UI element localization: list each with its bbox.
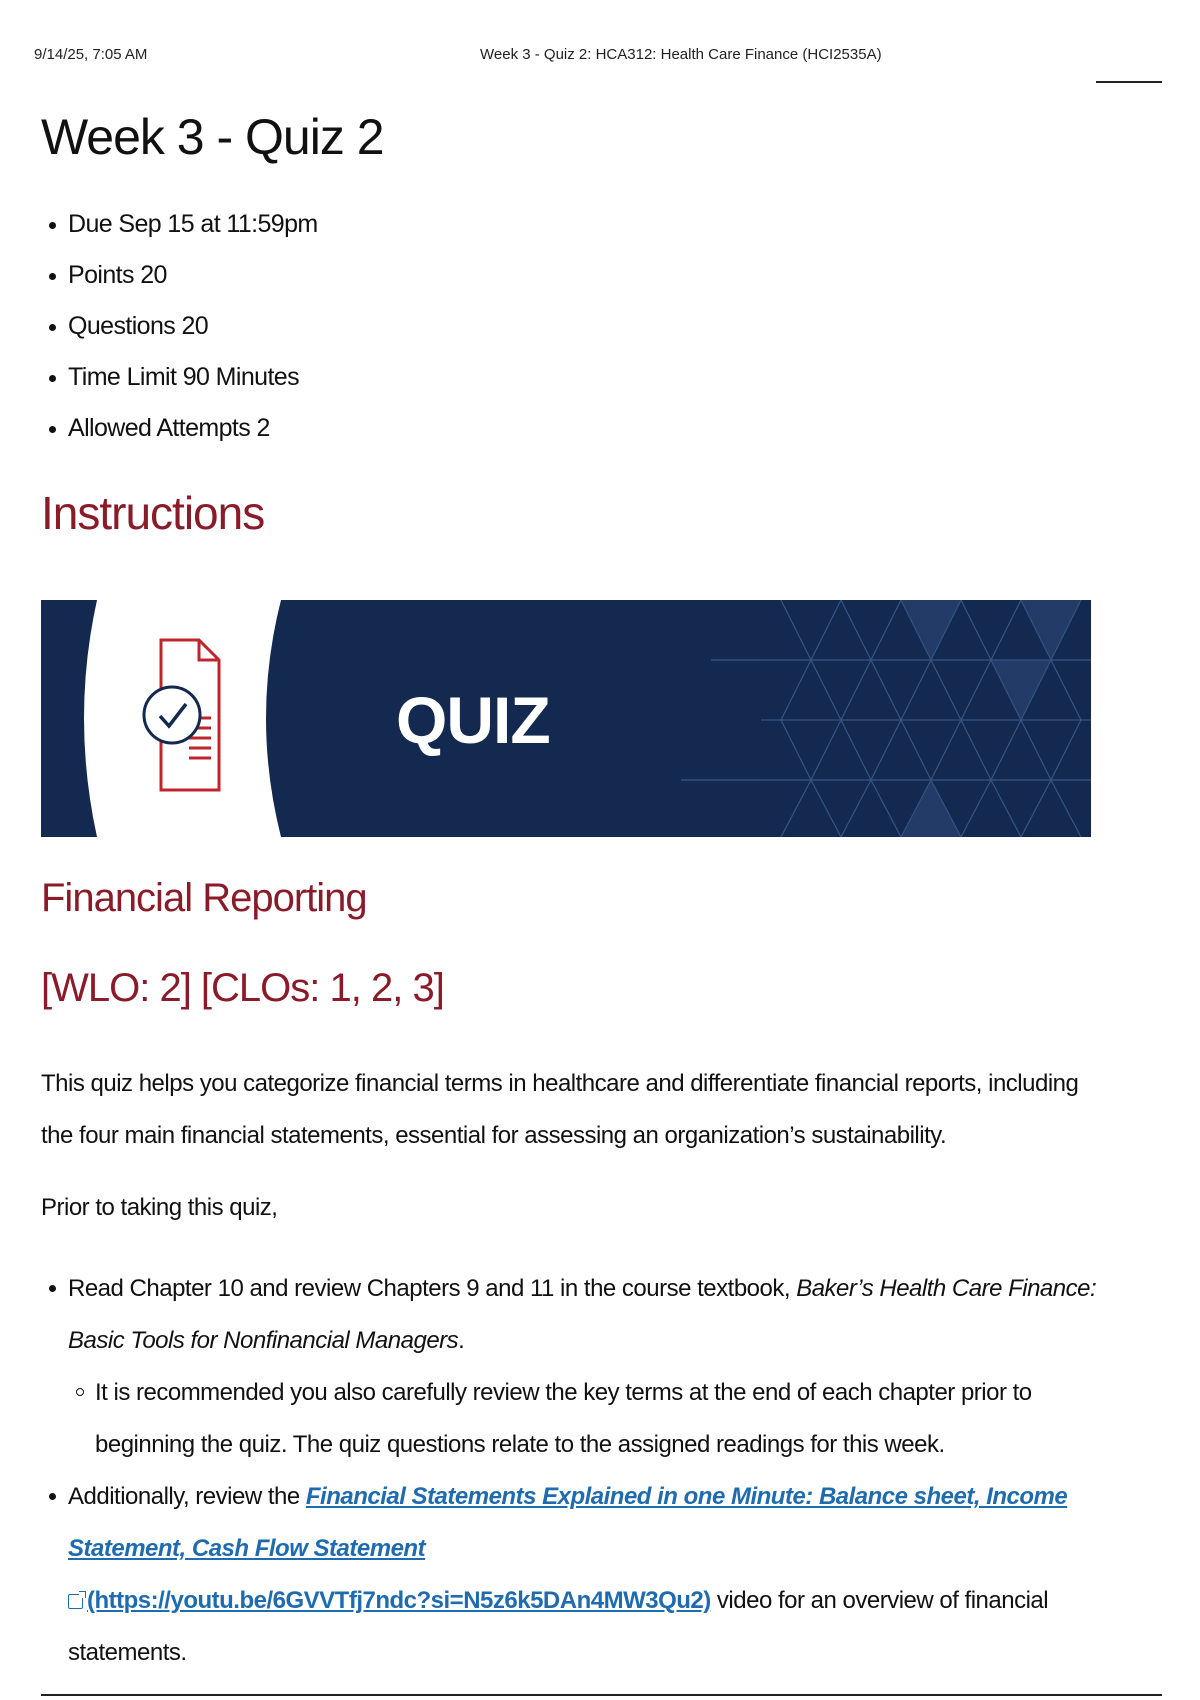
reading-end: . (458, 1327, 465, 1354)
learning-outcomes-heading: [WLO: 2] [CLOs: 1, 2, 3] (41, 966, 444, 1010)
video-url-link[interactable]: (https://youtu.be/6GVVTfj7ndc?si=N5z6k5DAn4MW3Qu2) (87, 1587, 711, 1614)
quiz-due-date: Due Sep 15 at 11:59pm (41, 206, 318, 257)
quiz-details-list (41, 206, 318, 461)
print-timestamp: 9/14/25, 7:05 AM (34, 46, 148, 63)
video-link[interactable]: Financial Statements Explained in one Minute: Balance sheet, Income Statement, Cash Flow Statement (68, 1483, 1068, 1562)
quiz-question-count: Questions 20 (41, 308, 318, 359)
print-document-title: Week 3 - Quiz 2: HCA312: Health Care Finance (HCI2535A) (480, 46, 882, 63)
page-title: Week 3 - Quiz 2 (41, 109, 384, 165)
quiz-time-limit: Time Limit 90 Minutes (41, 359, 318, 410)
reading-text: Read Chapter 10 and review Chapters 9 and 11 in the course textbook, (68, 1275, 797, 1302)
instructions-heading: Instructions (41, 487, 265, 539)
preparation-list (41, 1263, 1101, 1679)
banner-graphic (41, 600, 1091, 837)
header-divider (1096, 81, 1162, 83)
video-prefix: Additionally, review the (68, 1483, 306, 1510)
key-terms-note: It is recommended you also carefully review the key terms at the end of each chapter prior to beginning the quiz. The quiz questions relate to the assigned readings for this week. (68, 1367, 1101, 1471)
quiz-allowed-attempts: Allowed Attempts 2 (41, 410, 318, 461)
prior-to-quiz-label: Prior to taking this quiz, (41, 1194, 278, 1221)
banner-label: QUIZ (396, 683, 550, 757)
textbook-title: Baker’s Health Care Finance: Basic Tools for Nonfinancial Managers (68, 1275, 1097, 1354)
external-link-icon (68, 1594, 83, 1609)
video-suffix: video for an overview of financial statements. (68, 1587, 1049, 1666)
financial-reporting-heading: Financial Reporting (41, 876, 367, 920)
print-header (34, 46, 1166, 66)
quiz-intro-paragraph: This quiz helps you categorize financial terms in healthcare and differentiate financial reports, including the four main financial statements, essential for assessing an organization’s sustainability. (41, 1070, 1079, 1149)
list-item (41, 1263, 1101, 1471)
quiz-banner (41, 600, 1091, 837)
reading-sub-list (68, 1367, 1101, 1471)
check-circle-icon (144, 687, 200, 743)
list-item (41, 1471, 1101, 1679)
quiz-points: Points 20 (41, 257, 318, 308)
footer-divider (41, 1694, 1162, 1696)
